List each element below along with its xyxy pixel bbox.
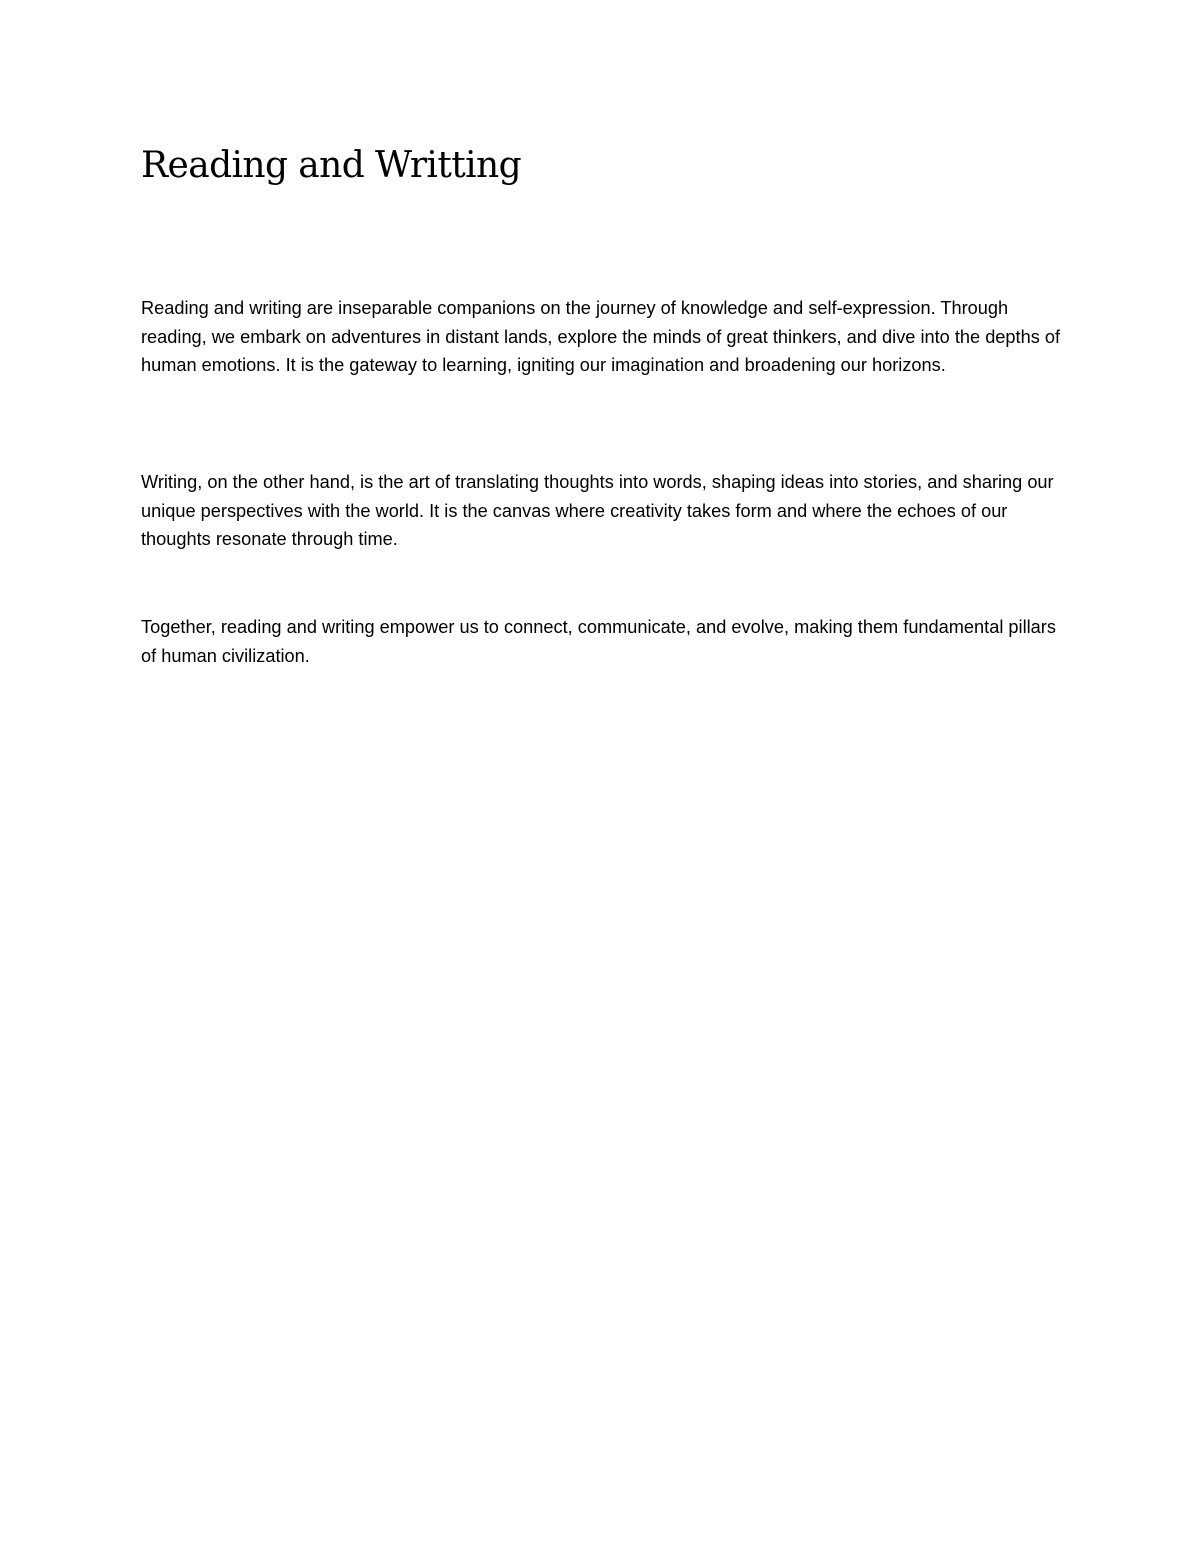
paragraph-writing: Writing, on the other hand, is the art of translating thoughts into words, shaping ideas into stories, and sharing our unique perspectives with the world. It is the canvas where creativity takes form and where the echoes of our thoughts resonate through time. — [141, 472, 1054, 550]
paragraph-together: Together, reading and writing empower us to connect, communicate, and evolve, making them fundamental pillars of human civilization. — [141, 617, 1056, 666]
document-title: Reading and Writting — [141, 145, 522, 186]
paragraph-reading: Reading and writing are inseparable companions on the journey of knowledge and self-expression. Through reading, we embark on adventures in distant lands, explore the minds of great thinkers, and dive into the depths of human emotions. It is the gateway to learning, igniting our imagination and broadening our horizons. — [141, 298, 1061, 376]
